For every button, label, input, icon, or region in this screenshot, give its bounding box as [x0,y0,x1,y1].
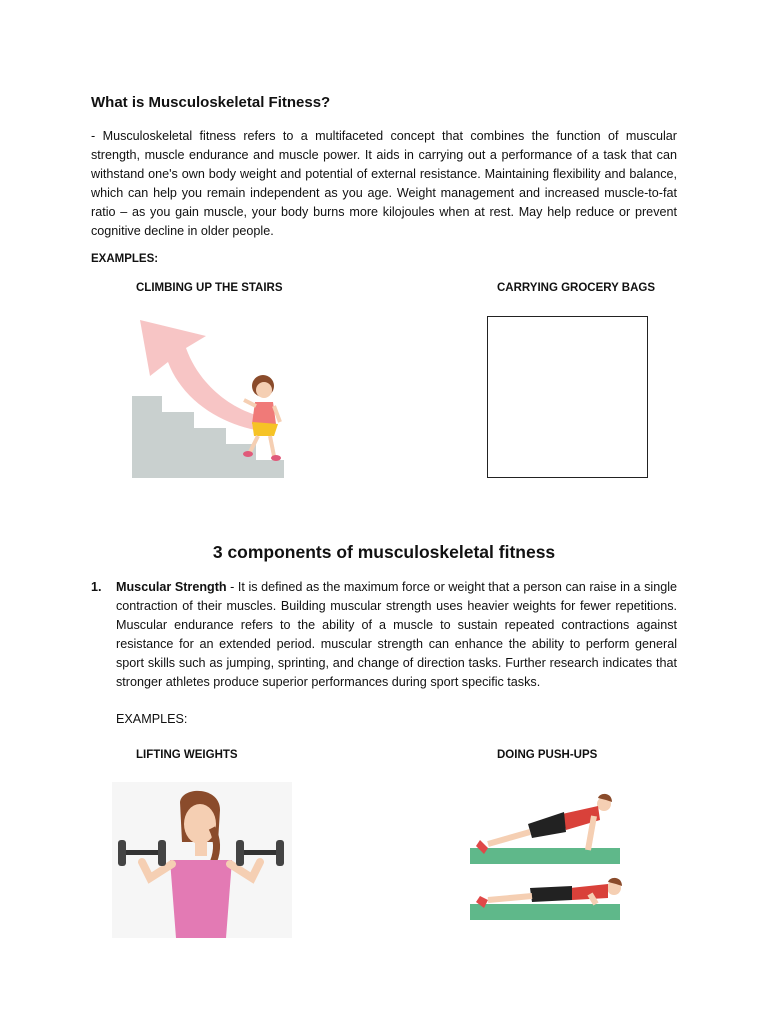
list-item-title: Muscular Strength [116,580,227,594]
list-item-text [116,578,677,692]
component-list-item [91,578,677,692]
pushups-illustration [466,790,626,924]
stairs-illustration [128,312,288,482]
list-item-body: - It is defined as the maximum force or weight that a person can raise in a single contraction of their muscles. Building muscular strength uses heavier weights for fewer repetitions. Muscular endurance refers to the ability of a muscle to sustain repeated contractions against resistance for an extended period. muscular strength can enhance the ability to perform general sport skills such as jumping, sprinting, and change of direction tasks. Further research indicates that stronger athletes produce superior performances during sport specific tasks. [116,580,677,689]
section-heading: What is Musculoskeletal Fitness? [91,94,331,111]
examples-label-2: EXAMPLES: [116,712,188,726]
definition-paragraph: - Musculoskeletal fitness refers to a multifaceted concept that combines the function of muscular strength, muscle endurance and muscle power. It aids in carrying out a performance of a task that can withstand one's own body weight and potential of external resistance. Maintaining flexibility and balance, which can help you remain independent as you age. Weight management and increased muscle-to-fat ratio – as you gain muscle, your body burns more kilojoules when at rest. May help reduce or prevent cognitive decline in older people. [91,129,677,238]
image-placeholder-frame [487,316,648,478]
weightlifting-illustration [112,782,292,938]
components-heading: 3 components of musculoskeletal fitness [212,542,556,562]
examples-label: EXAMPLES: [91,253,159,265]
example-caption-grocery: CARRYING GROCERY BAGS [497,282,656,294]
example-caption-stairs: CLIMBING UP THE STAIRS [136,282,283,294]
list-number: 1. [91,580,102,594]
example-caption-pushups: DOING PUSH-UPS [497,749,598,761]
example-caption-weights: LIFTING WEIGHTS [136,749,238,761]
